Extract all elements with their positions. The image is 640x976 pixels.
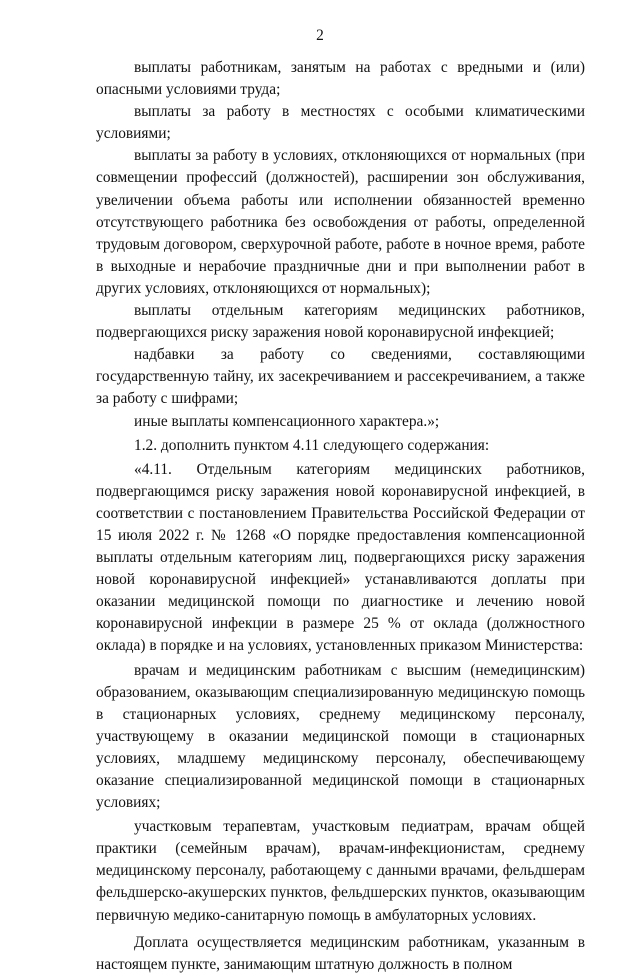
paragraph-inpatient-staff: врачам и медицинским работникам с высшим (немедицинским) образованием, оказывающим специализированную медицинскую помощь в стационарных условиях, среднему медицинскому персоналу, участвующему в оказании медицинской помощи в стационарных условиях, младшему медицинскому персоналу, обеспечивающему оказание специализированной медицинской помощи в стационарных условиях; (96, 661, 585, 812)
paragraph-climatic-conditions: выплаты за работу в местностях с особыми климатическими условиями; (96, 103, 585, 143)
page-number: 2 (316, 27, 324, 44)
paragraph-amendment-intro: 1.2. дополнить пунктом 4.11 следующего содержания: (134, 436, 490, 454)
document-body (96, 57, 585, 976)
paragraph-outpatient-staff: участковым терапевтам, участковым педиатрам, врачам общей практики (семейным врачам), врачам-инфекционистам, среднему медицинскому персоналу, работающему с данными врачами, фельдшерам фельдшерско-акушерских пунктов, фельдшерских пунктов, оказывающим первичную медико-санитарную помощь в амбулаторных условиях. (96, 818, 585, 924)
paragraph-state-secret-allowance: надбавки за работу со сведениями, составляющими государственную тайну, их засекречиванием и рассекречиванием, а также за работу с шифрами; (96, 346, 585, 408)
paragraph-harmful-conditions: выплаты работникам, занятым на работах с вредными и (или) опасными условиями труда; (96, 59, 585, 99)
paragraph-clause-4-11: «4.11. Отдельным категориям медицинских работников, подвергающимся риску заражения новой коронавирусной инфекцией, в соответствии с постановлением Правительства Российской Федерации от 15 июля 2022 г. № 1268 «О порядке предоставления компенсационной выплаты отдельным категориям лиц, подвергающихся риску заражения новой коронавирусной инфекцией» устанавливаются доплаты при оказании медицинской помощи по диагностике и лечению новой коронавирусной инфекции в размере 25 % от оклада (должностного оклада) в порядке и на условиях, установленных приказом Министерства: (96, 460, 585, 655)
paragraph-other-payments: иные выплаты компенсационного характера.»; (134, 412, 440, 430)
paragraph-payment-terms: Доплата осуществляется медицинским работникам, указанным в настоящем пункте, занимающим штатную должность в полном (96, 933, 585, 973)
paragraph-abnormal-conditions: выплаты за работу в условиях, отклоняющихся от нормальных (при совмещении профессий (должностей), расширении зон обслуживания, увеличении объема работы или исполнении обязанностей временно отсутствующего работника без освобождения от работы, определенной трудовым договором, сверхурочной работе, работе в ночное время, работе в выходные и нерабочие праздничные дни и при выполнении работ в других условиях, отклоняющихся от нормальных); (96, 147, 585, 297)
paragraph-covid-risk-payments: выплаты отдельным категориям медицинских работников, подвергающихся риску заражения новой коронавирусной инфекцией; (96, 302, 585, 342)
